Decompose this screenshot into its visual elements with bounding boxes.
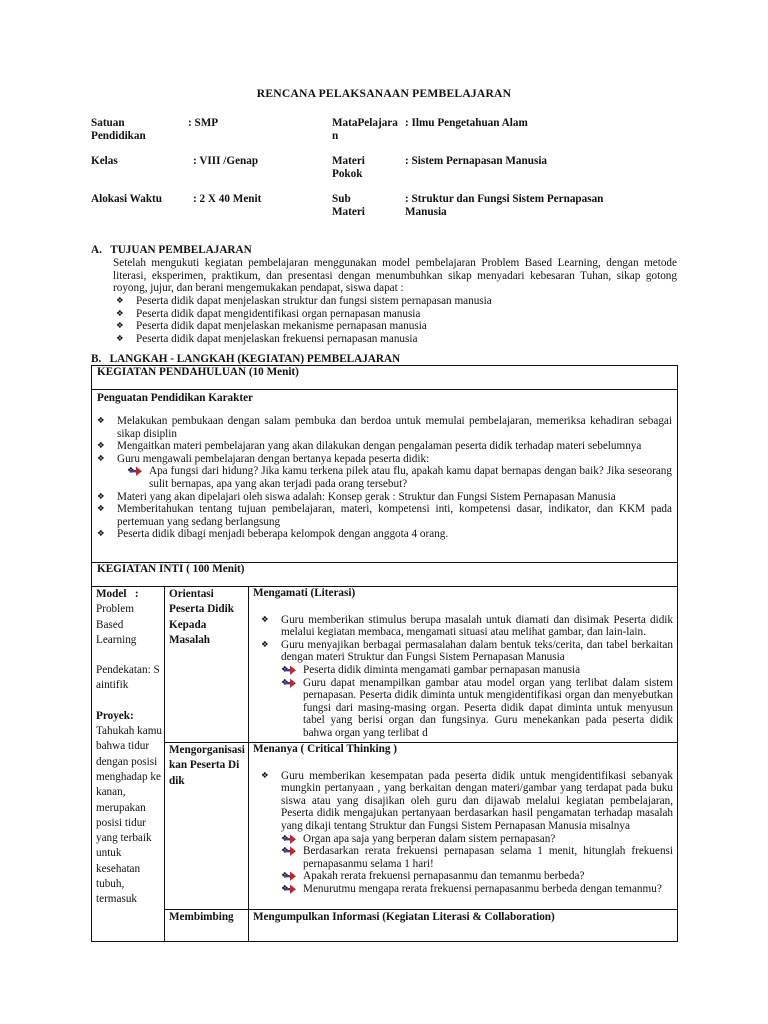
menanya-item: ❖ Guru memberikan kesempatan pada peserta didik untuk mengidentifikasi sebanyak mungkin pertanyaan , yang berkaitan dengan materi/gambar yang terdapat pada buku siswa atau yang disajikan oleh guru dan dijawab melalui kegiatan pembelajaran, Peserta didik mengajukan pertanyaan berdasarkan hasil pengamatan terhadap masalah yang dikaji tentang Struktur dan Fungsi Sistem Pernapasan Manusia misalnya ❖ Organ apa saja yang berperan dalam sistem pernapasan? ❖ Berdasarkan rerata frekuensi pernapasan selama 1 menit, hitunglah frekuensi pernapasanmu selama 1 hari! ❖ Apakah rerata frekuensi pernapasanmu dan temanmu berbeda? ❖ Menurutmu mengapa rerata frekuensi pernapasanmu berbeda dengan temanmu? xyxy=(261,770,673,896)
arrow-bullet-icon xyxy=(284,846,296,856)
sub-materi-label: Sub Materi xyxy=(332,193,365,218)
menanya-section xyxy=(253,743,673,896)
column-divider xyxy=(248,586,249,942)
mengamati-subitem: ❖ Guru dapat menampilkan gambar atau model organ yang terlibat dalam sistem pernapasan. Peserta didik diminta untuk mengidentifikasi organ dan menyebutkan fungsi dari masing-masing organ. Peserta didik dapat diminta untuk menyusun tabel yang berisi organ dan fungsinya. Guru menekankan pada peserta didik bahwa organ yang terlibat d xyxy=(281,677,673,740)
tujuan-item: ❖ Peserta didik dapat menjelaskan struktur dan fungsi sistem pernapasan manusia xyxy=(116,295,676,308)
kelas-value: : VIII /Genap xyxy=(193,155,259,167)
mengumpulkan-title: Mengumpulkan Informasi (Kegiatan Literasi & Collaboration) xyxy=(253,911,555,923)
mapel-value: : Ilmu Pengetahuan Alam xyxy=(405,117,528,129)
menanya-title: Menanya ( Critical Thinking ) xyxy=(253,743,398,755)
tujuan-intro: Setelah mengukuti kegiatan pembelajaran menggunakan model pembelajaran Problem Based Learning, dengan metode literasi, eksperimen, praktikum, dan presentasi dengan menumbuhkan sikap menyadari kebesaran Tuhan, sikap gotong royong, jujur, dan berani mengemukakan pendapat, siswa dapat : xyxy=(113,257,677,295)
model-value: Problem Based Learning xyxy=(96,603,137,646)
sub-materi-value: : Struktur dan Fungsi Sistem Pernapasan Manusia xyxy=(405,193,604,218)
materi-label: Materi Pokok xyxy=(332,155,365,180)
arrow-bullet-icon xyxy=(284,871,296,881)
arrow-bullet-icon xyxy=(284,665,296,675)
divider xyxy=(92,389,677,390)
pendahuluan-item: ❖ Guru mengawali pembelajaran dengan bertanya kepada peserta didik: ❖ Apa fungsi dari hidung? Jika kamu terkena pilek atau flu, apakah kamu dapat bernapas dengan baik? Jika seseorang sulit bernapas, apa yang akan terjadi pada orang tersebut? xyxy=(97,453,672,491)
arrow-bullet-icon xyxy=(284,884,296,894)
materi-value: : Sistem Pernapasan Manusia xyxy=(405,155,548,167)
model-column xyxy=(96,587,162,908)
pendahuluan-title: KEGIATAN PENDAHULUAN (10 Menit) xyxy=(97,366,299,378)
pendahuluan-table xyxy=(91,365,678,563)
pendahuluan-item: ❖ Peserta didik dibagi menjadi beberapa kelompok dengan anggota 4 orang. xyxy=(97,528,672,541)
karakter-label: Penguatan Pendidikan Karakter xyxy=(97,392,254,404)
mengamati-section xyxy=(253,587,673,740)
alokasi-label: Alokasi Waktu xyxy=(91,193,162,205)
arrow-bullet-icon xyxy=(284,834,296,844)
satuan-value: : SMP xyxy=(188,117,219,129)
satuan-label: Satuan Pendidikan xyxy=(91,117,146,142)
kelas-label: Kelas xyxy=(91,155,118,167)
tujuan-item: ❖ Peserta didik dapat mengidentifikasi organ pernapasan manusia xyxy=(116,308,676,321)
tujuan-list xyxy=(116,295,676,345)
arrow-bullet-icon xyxy=(284,678,296,688)
menanya-subitem: ❖ Menurutmu mengapa rerata frekuensi pernapasanmu berbeda dengan temanmu? xyxy=(281,883,673,896)
phase-membimbing: Membimbing xyxy=(169,911,234,923)
pendahuluan-item: ❖ Melakukan pembukaan dengan salam pembuka dan berdoa untuk memulai pembelajaran, memeriksa kehadiran sebagai sikap disiplin xyxy=(97,415,672,440)
arrow-bullet-icon xyxy=(130,466,142,476)
proyek-text: Tahukah kamu bahwa tidur dengan posisi menghadap ke kanan, merupakan posisi tidur yang terbaik untuk kesehatan tubuh, termasuk xyxy=(96,725,163,906)
alokasi-value: : 2 X 40 Menit xyxy=(193,193,262,205)
pendekatan-text: Pendekatan: Saintifik xyxy=(96,664,160,692)
page-title: RENCANA PELAKSANAAN PEMBELAJARAN xyxy=(256,87,512,100)
model-label: Model : xyxy=(96,588,139,600)
pendahuluan-list xyxy=(97,415,672,541)
inti-table xyxy=(91,562,678,942)
menanya-subitem: ❖ Apakah rerata frekuensi pernapasanmu dan temanmu berbeda? xyxy=(281,870,673,883)
menanya-list xyxy=(253,770,673,896)
mengamati-item: ❖ Guru memberikan stimulus berupa masalah untuk diamati dan disimak Peserta didik melalui kegiatan membaca, mengamati situasi atau melihat gambar, dan lain-lain. xyxy=(261,614,673,639)
question-item: ❖ Apa fungsi dari hidung? Jika kamu terkena pilek atau flu, apakah kamu dapat bernapas dengan baik? Jika seseorang sulit bernapas, apa yang akan terjadi pada orang tersebut? xyxy=(127,465,672,490)
proyek-label: Proyek: xyxy=(96,709,134,722)
tujuan-heading: A. TUJUAN PEMBELAJARAN xyxy=(91,244,252,256)
question-list xyxy=(127,465,672,490)
pendahuluan-item: ❖ Materi yang akan dipelajari oleh siswa adalah: Konsep gerak : Struktur dan Fungsi Sistem Pernapasan Manusia xyxy=(97,491,672,504)
mengamati-item: ❖ Guru menyajikan berbagai permasalahan dalam bentuk teks/cerita, dan tabel berkaitan dengan materi Struktur dan Fungsi Sistem Pernapasan Manusia ❖ Peserta didik diminta mengamati gambar pernapasan manusia ❖ Guru dapat menampilkan gambar atau model organ yang terlibat dalam sistem pernapasan. Peserta didik diminta untuk mengidentifikasi organ dan menyebutkan fungsi dari masing-masing organ. Peserta didik dapat diminta untuk menyusun tabel yang berisi organ dan fungsinya. Guru menekankan pada peserta didik bahwa organ yang terlibat d xyxy=(261,639,673,740)
langkah-heading: B. LANGKAH - LANGKAH (KEGIATAN) PEMBELAJARAN xyxy=(91,353,401,365)
mengamati-subitem: ❖ Peserta didik diminta mengamati gambar pernapasan manusia xyxy=(281,664,673,677)
pendahuluan-item: ❖ Mengaitkan materi pembelajaran yang akan dilakukan dengan pengalaman peserta didik terhadap materi sebelumnya xyxy=(97,440,672,453)
pendahuluan-item: ❖ Memberitahukan tentang tujuan pembelajaran, materi, kompetensi inti, kompetensi dasar, indikator, dan KKM pada pertemuan yang sedang berlangsung xyxy=(97,503,672,528)
menanya-sublist xyxy=(281,833,673,896)
mengamati-list xyxy=(253,614,673,740)
column-divider xyxy=(164,586,165,942)
tujuan-item: ❖ Peserta didik dapat menjelaskan mekanisme pernapasan manusia xyxy=(116,320,676,333)
menanya-subitem: ❖ Organ apa saja yang berperan dalam sistem pernapasan? xyxy=(281,833,673,846)
mengamati-sublist xyxy=(281,664,673,740)
inti-title: KEGIATAN INTI ( 100 Menit) xyxy=(97,563,245,575)
mengamati-title: Mengamati (Literasi) xyxy=(253,587,356,599)
menanya-subitem: ❖ Berdasarkan rerata frekuensi pernapasan selama 1 menit, hitunglah frekuensi pernapasanmu selama 1 hari! xyxy=(281,845,673,870)
phase-orientasi: Orientasi Peserta Didik Kepada Masalah xyxy=(169,588,234,646)
tujuan-item: ❖ Peserta didik dapat menjelaskan frekuensi pernapasan manusia xyxy=(116,333,676,346)
mapel-label: MataPelajaran xyxy=(332,117,398,142)
phase-mengorganisasikan: Mengorganisasikan Peserta Didik xyxy=(169,744,245,787)
